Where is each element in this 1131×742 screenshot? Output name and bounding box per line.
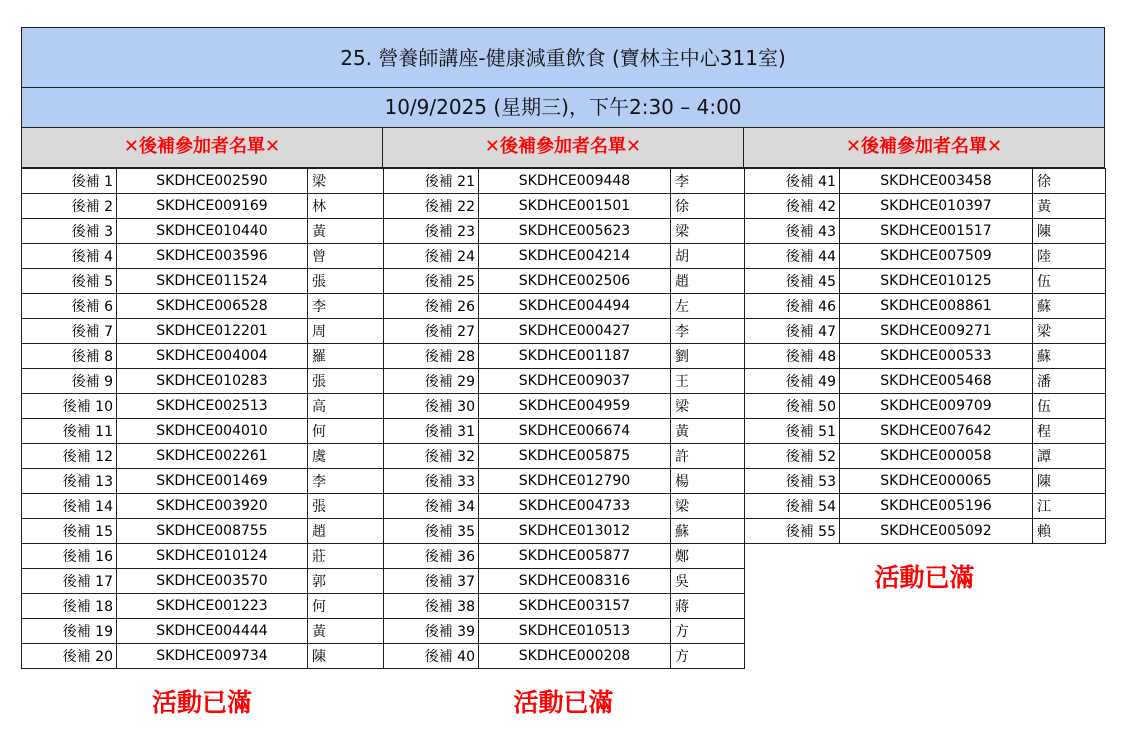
member-id: SKDHCE002261 [117, 444, 308, 469]
waitlist-number: 後補 47 [745, 319, 840, 344]
waitlist-number: 後補 55 [745, 519, 840, 544]
member-id: SKDHCE005623 [479, 219, 671, 244]
table-row [745, 519, 1106, 544]
member-surname: 梁 [671, 494, 745, 519]
table-row [384, 269, 745, 294]
table-row [384, 294, 745, 319]
member-surname: 程 [1033, 419, 1106, 444]
member-surname: 蘇 [671, 519, 745, 544]
waitlist-number: 後補 6 [22, 294, 117, 319]
member-id: SKDHCE009709 [840, 394, 1033, 419]
waitlist-table [744, 168, 1106, 544]
table-row [384, 569, 745, 594]
waitlist-number: 後補 49 [745, 369, 840, 394]
member-id: SKDHCE004010 [117, 419, 308, 444]
waitlist-number: 後補 13 [22, 469, 117, 494]
table-row [384, 594, 745, 619]
member-surname: 陳 [1033, 219, 1106, 244]
waitlist-table [21, 168, 384, 669]
waitlist-number: 後補 3 [22, 219, 117, 244]
member-surname: 李 [308, 469, 384, 494]
member-id: SKDHCE003458 [840, 169, 1033, 194]
member-id: SKDHCE002506 [479, 269, 671, 294]
waitlist-column [744, 168, 1105, 594]
member-surname: 何 [308, 594, 384, 619]
waitlist-number: 後補 26 [384, 294, 479, 319]
table-row [22, 644, 384, 669]
waitlist-number: 後補 29 [384, 369, 479, 394]
member-surname: 虞 [308, 444, 384, 469]
member-surname: 黃 [308, 619, 384, 644]
table-row [745, 194, 1106, 219]
waitlist-number: 後補 21 [384, 169, 479, 194]
table-row [384, 369, 745, 394]
table-row [384, 494, 745, 519]
member-id: SKDHCE004214 [479, 244, 671, 269]
member-surname: 高 [308, 394, 384, 419]
waitlist-number: 後補 17 [22, 569, 117, 594]
waitlist-number: 後補 32 [384, 444, 479, 469]
member-id: SKDHCE006528 [117, 294, 308, 319]
table-row [22, 344, 384, 369]
member-surname: 鄭 [671, 544, 745, 569]
member-surname: 蔣 [671, 594, 745, 619]
member-id: SKDHCE009448 [479, 169, 671, 194]
waitlist-number: 後補 38 [384, 594, 479, 619]
table-row [745, 469, 1106, 494]
member-id: SKDHCE001501 [479, 194, 671, 219]
waitlist-number: 後補 7 [22, 319, 117, 344]
waitlist-table [383, 168, 745, 669]
member-surname: 梁 [1033, 319, 1106, 344]
table-row [745, 344, 1106, 369]
table-row [384, 394, 745, 419]
member-id: SKDHCE005196 [840, 494, 1033, 519]
waitlist-number: 後補 22 [384, 194, 479, 219]
member-id: SKDHCE009734 [117, 644, 308, 669]
member-id: SKDHCE008316 [479, 569, 671, 594]
table-row [384, 244, 745, 269]
member-surname: 譚 [1033, 444, 1106, 469]
table-row [384, 219, 745, 244]
table-row [745, 394, 1106, 419]
member-surname: 李 [671, 319, 745, 344]
member-surname: 徐 [671, 194, 745, 219]
waitlist-number: 後補 53 [745, 469, 840, 494]
member-surname: 李 [308, 294, 384, 319]
table-row [745, 169, 1106, 194]
member-id: SKDHCE002513 [117, 394, 308, 419]
member-id: SKDHCE005468 [840, 369, 1033, 394]
member-surname: 伍 [1033, 394, 1106, 419]
waitlist-number: 後補 19 [22, 619, 117, 644]
member-id: SKDHCE001187 [479, 344, 671, 369]
waitlist-number: 後補 48 [745, 344, 840, 369]
member-id: SKDHCE008755 [117, 519, 308, 544]
table-row [22, 519, 384, 544]
member-surname: 蘇 [1033, 294, 1106, 319]
member-surname: 方 [671, 619, 745, 644]
member-surname: 黃 [671, 419, 745, 444]
member-id: SKDHCE008861 [840, 294, 1033, 319]
waitlist-number: 後補 28 [384, 344, 479, 369]
member-id: SKDHCE001469 [117, 469, 308, 494]
waitlist-column [21, 168, 383, 719]
waitlist-number: 後補 54 [745, 494, 840, 519]
waitlist-columns [21, 168, 1105, 719]
member-id: SKDHCE002590 [117, 169, 308, 194]
member-id: SKDHCE005877 [479, 544, 671, 569]
waitlist-number: 後補 4 [22, 244, 117, 269]
member-id: SKDHCE005092 [840, 519, 1033, 544]
member-id: SKDHCE007642 [840, 419, 1033, 444]
member-surname: 曾 [308, 244, 384, 269]
member-surname: 梁 [671, 219, 745, 244]
member-id: SKDHCE012790 [479, 469, 671, 494]
member-id: SKDHCE001223 [117, 594, 308, 619]
waitlist-number: 後補 20 [22, 644, 117, 669]
member-id: SKDHCE010513 [479, 619, 671, 644]
waitlist-number: 後補 42 [745, 194, 840, 219]
member-surname: 王 [671, 369, 745, 394]
table-row [22, 569, 384, 594]
member-surname: 趙 [308, 519, 384, 544]
member-surname: 陳 [308, 644, 384, 669]
table-row [384, 319, 745, 344]
table-row [22, 369, 384, 394]
member-id: SKDHCE010124 [117, 544, 308, 569]
table-row [22, 269, 384, 294]
member-id: SKDHCE000058 [840, 444, 1033, 469]
member-id: SKDHCE011524 [117, 269, 308, 294]
member-surname: 羅 [308, 344, 384, 369]
member-id: SKDHCE004733 [479, 494, 671, 519]
member-surname: 胡 [671, 244, 745, 269]
member-id: SKDHCE004444 [117, 619, 308, 644]
table-row [22, 194, 384, 219]
member-surname: 趙 [671, 269, 745, 294]
member-surname: 黃 [1033, 194, 1106, 219]
waitlist-number: 後補 44 [745, 244, 840, 269]
member-id: SKDHCE013012 [479, 519, 671, 544]
member-id: SKDHCE000533 [840, 344, 1033, 369]
member-surname: 許 [671, 444, 745, 469]
event-full-label: 活動已滿 [513, 688, 614, 717]
waitlist-number: 後補 14 [22, 494, 117, 519]
table-row [22, 319, 384, 344]
member-surname: 張 [308, 369, 384, 394]
waitlist-number: 後補 16 [22, 544, 117, 569]
column-header-row [21, 128, 1105, 168]
member-surname: 莊 [308, 544, 384, 569]
member-id: SKDHCE003157 [479, 594, 671, 619]
waitlist-number: 後補 40 [384, 644, 479, 669]
member-id: SKDHCE012201 [117, 319, 308, 344]
table-row [745, 219, 1106, 244]
table-row [384, 619, 745, 644]
member-id: SKDHCE000065 [840, 469, 1033, 494]
waitlist-number: 後補 52 [745, 444, 840, 469]
member-surname: 張 [308, 269, 384, 294]
table-row [384, 519, 745, 544]
member-surname: 蘇 [1033, 344, 1106, 369]
member-id: SKDHCE003920 [117, 494, 308, 519]
member-surname: 梁 [308, 169, 384, 194]
waitlist-number: 後補 11 [22, 419, 117, 444]
table-row [22, 394, 384, 419]
member-surname: 梁 [671, 394, 745, 419]
member-id: SKDHCE010125 [840, 269, 1033, 294]
member-surname: 劉 [671, 344, 745, 369]
waitlist-number: 後補 30 [384, 394, 479, 419]
member-id: SKDHCE009169 [117, 194, 308, 219]
waitlist-number: 後補 41 [745, 169, 840, 194]
event-date: 10/9/2025 (星期三)，下午2:30 – 4:00 [21, 88, 1105, 128]
member-surname: 黃 [308, 219, 384, 244]
waitlist-number: 後補 33 [384, 469, 479, 494]
waitlist-number: 後補 46 [745, 294, 840, 319]
table-row [384, 169, 745, 194]
waitlist-number: 後補 9 [22, 369, 117, 394]
waitlist-number: 後補 12 [22, 444, 117, 469]
event-full-label: 活動已滿 [151, 688, 252, 717]
member-surname: 伍 [1033, 269, 1106, 294]
table-row [745, 444, 1106, 469]
member-id: SKDHCE001517 [840, 219, 1033, 244]
table-row [22, 244, 384, 269]
table-row [384, 644, 745, 669]
table-row [22, 444, 384, 469]
table-row [22, 294, 384, 319]
member-surname: 何 [308, 419, 384, 444]
member-id: SKDHCE003570 [117, 569, 308, 594]
waitlist-number: 後補 36 [384, 544, 479, 569]
member-id: SKDHCE000427 [479, 319, 671, 344]
waitlist-sheet [21, 27, 1105, 719]
waitlist-number: 後補 25 [384, 269, 479, 294]
table-row [22, 219, 384, 244]
waitlist-column [383, 168, 744, 719]
member-id: SKDHCE005875 [479, 444, 671, 469]
member-surname: 賴 [1033, 519, 1106, 544]
table-row [384, 444, 745, 469]
member-surname: 江 [1033, 494, 1106, 519]
member-id: SKDHCE007509 [840, 244, 1033, 269]
member-id: SKDHCE009271 [840, 319, 1033, 344]
member-surname: 李 [671, 169, 745, 194]
waitlist-number: 後補 18 [22, 594, 117, 619]
member-surname: 郭 [308, 569, 384, 594]
table-row [384, 419, 745, 444]
member-id: SKDHCE004004 [117, 344, 308, 369]
table-row [22, 469, 384, 494]
waitlist-number: 後補 43 [745, 219, 840, 244]
waitlist-number: 後補 31 [384, 419, 479, 444]
waitlist-number: 後補 2 [22, 194, 117, 219]
member-surname: 陸 [1033, 244, 1106, 269]
waitlist-header: ✕後補參加者名單✕ [383, 128, 744, 168]
waitlist-header: ✕後補參加者名單✕ [21, 128, 383, 168]
waitlist-number: 後補 24 [384, 244, 479, 269]
member-surname: 陳 [1033, 469, 1106, 494]
waitlist-number: 後補 39 [384, 619, 479, 644]
waitlist-header: ✕後補參加者名單✕ [744, 128, 1105, 168]
table-row [384, 544, 745, 569]
member-id: SKDHCE004494 [479, 294, 671, 319]
waitlist-number: 後補 45 [745, 269, 840, 294]
member-surname: 吳 [671, 569, 745, 594]
member-id: SKDHCE003596 [117, 244, 308, 269]
member-surname: 楊 [671, 469, 745, 494]
table-row [745, 244, 1106, 269]
member-id: SKDHCE004959 [479, 394, 671, 419]
member-id: SKDHCE010440 [117, 219, 308, 244]
waitlist-number: 後補 51 [745, 419, 840, 444]
waitlist-number: 後補 50 [745, 394, 840, 419]
member-id: SKDHCE000208 [479, 644, 671, 669]
member-surname: 左 [671, 294, 745, 319]
member-surname: 潘 [1033, 369, 1106, 394]
event-title: 25. 營養師講座-健康減重飲食 (寶林主中心311室) [21, 27, 1105, 88]
table-row [384, 194, 745, 219]
table-row [745, 294, 1106, 319]
table-row [22, 419, 384, 444]
member-surname: 方 [671, 644, 745, 669]
member-id: SKDHCE009037 [479, 369, 671, 394]
member-id: SKDHCE010397 [840, 194, 1033, 219]
member-surname: 張 [308, 494, 384, 519]
waitlist-number: 後補 27 [384, 319, 479, 344]
table-row [745, 319, 1106, 344]
table-row [745, 269, 1106, 294]
member-surname: 周 [308, 319, 384, 344]
table-row [22, 494, 384, 519]
waitlist-number: 後補 15 [22, 519, 117, 544]
waitlist-number: 後補 10 [22, 394, 117, 419]
table-row [745, 369, 1106, 394]
member-surname: 林 [308, 194, 384, 219]
waitlist-number: 後補 23 [384, 219, 479, 244]
member-id: SKDHCE006674 [479, 419, 671, 444]
table-row [22, 619, 384, 644]
member-surname: 徐 [1033, 169, 1106, 194]
waitlist-number: 後補 5 [22, 269, 117, 294]
table-row [22, 169, 384, 194]
table-row [22, 594, 384, 619]
table-row [22, 544, 384, 569]
event-full-label: 活動已滿 [874, 563, 975, 592]
table-row [745, 419, 1106, 444]
waitlist-number: 後補 1 [22, 169, 117, 194]
waitlist-number: 後補 35 [384, 519, 479, 544]
table-row [384, 344, 745, 369]
member-id: SKDHCE010283 [117, 369, 308, 394]
waitlist-number: 後補 8 [22, 344, 117, 369]
waitlist-number: 後補 37 [384, 569, 479, 594]
waitlist-number: 後補 34 [384, 494, 479, 519]
table-row [745, 494, 1106, 519]
table-row [384, 469, 745, 494]
